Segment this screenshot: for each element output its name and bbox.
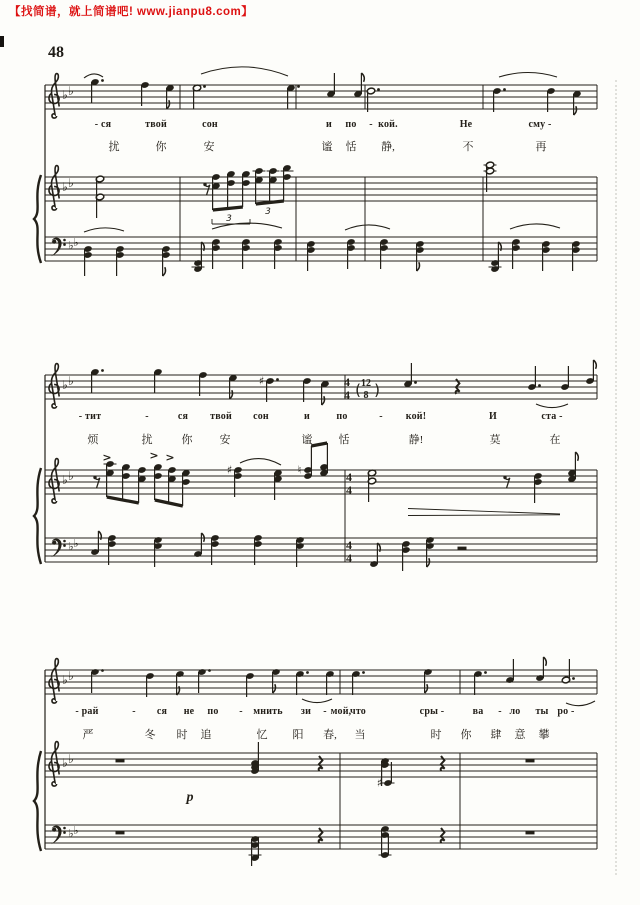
treble-clef-icon xyxy=(49,74,59,118)
piano-brace xyxy=(34,468,41,564)
notation-text: ♭ xyxy=(68,469,74,483)
notation-text: ♭ xyxy=(68,669,74,683)
notation-text: ♯ xyxy=(226,463,233,477)
lyric-syllable-zh: 安 xyxy=(203,141,215,153)
notation-text: ♭ xyxy=(68,374,74,388)
notation-text: ♭ xyxy=(62,473,68,487)
notation-text: ♭ xyxy=(62,378,68,392)
notation-text: > xyxy=(165,451,175,464)
notation-text: 4 xyxy=(344,388,350,402)
lyric-syllable-zh: 烦 xyxy=(87,434,99,446)
notation-text: > xyxy=(149,449,159,462)
notation-text: ♭ xyxy=(62,756,68,770)
lyric-syllable-zh: 意 xyxy=(514,729,526,741)
lyric-syllable-zh: 当 xyxy=(354,729,366,741)
treble-clef-icon xyxy=(49,742,59,786)
notation-text: ♭ xyxy=(68,827,74,840)
notation-text: p xyxy=(186,790,194,805)
lyric-syllable-zh: 恬 xyxy=(338,434,350,446)
piano-brace xyxy=(34,175,41,263)
lyric-syllable-ru: ро - xyxy=(557,706,575,717)
lyric-syllable-ru: и xyxy=(326,119,332,130)
lyric-syllable-ru: мнить xyxy=(253,706,283,717)
notation-text: ♭ xyxy=(68,752,74,766)
lyric-syllable-zh: 谧 xyxy=(321,141,333,153)
lyric-syllable-ru: - рай xyxy=(75,706,99,717)
notation-text: ♯ xyxy=(258,374,265,388)
lyric-syllable-ru: - xyxy=(323,706,327,717)
lyric-syllable-ru: сон xyxy=(253,411,269,422)
notation-text: ♭ xyxy=(68,540,74,553)
page-number: 48 xyxy=(48,44,64,61)
lyric-syllable-ru: - xyxy=(239,706,243,717)
lyric-syllable-zh: 你 xyxy=(460,729,472,741)
lyric-syllable-ru: по xyxy=(345,119,357,130)
lyric-syllable-zh: 恬 xyxy=(345,141,357,153)
notation-text: ♭ xyxy=(68,239,74,252)
lyric-syllable-ru: Не xyxy=(459,119,473,130)
lyric-syllable-ru: ста - xyxy=(541,411,563,422)
lyric-syllable-zh: 追 xyxy=(200,729,212,741)
lyric-syllable-zh: 冬 xyxy=(144,729,156,741)
lyric-syllable-ru: что xyxy=(349,706,367,717)
notation-text: 4 xyxy=(346,470,352,484)
lyric-syllable-ru: ло xyxy=(509,706,521,717)
notation-text: ♭ xyxy=(62,180,68,194)
lyric-syllable-ru: сон xyxy=(202,119,218,130)
lyric-syllable-zh: 静! xyxy=(408,434,424,446)
lyric-syllable-zh: 静, xyxy=(381,141,395,153)
lyric-syllable-zh: 忆 xyxy=(256,729,268,741)
notation-text: ♭ xyxy=(73,236,79,249)
notation-text: > xyxy=(102,451,112,464)
lyric-syllable-ru: кой! xyxy=(405,411,427,422)
lyric-syllable-ru: ся xyxy=(156,706,168,717)
lyric-syllable-ru: твой xyxy=(210,411,232,422)
notation-text: 4 xyxy=(346,551,352,565)
notation-text: ♮ xyxy=(297,463,302,477)
notation-text: ♭ xyxy=(62,673,68,687)
notation-text: ( xyxy=(355,381,361,399)
lyric-syllable-ru: сры - xyxy=(419,706,445,717)
lyric-syllable-ru: не xyxy=(183,706,195,717)
notation-text: ♯ xyxy=(376,776,383,790)
lyric-syllable-ru: И xyxy=(489,411,497,422)
lyric-syllable-ru: ты xyxy=(535,706,549,717)
lyric-syllable-ru: - xyxy=(498,706,502,717)
notation-text: ) xyxy=(374,381,380,399)
lyric-syllable-zh: 时 xyxy=(176,729,188,741)
lyric-syllable-ru: твой xyxy=(145,119,167,130)
lyric-syllable-ru: мой, xyxy=(330,706,352,717)
lyric-syllable-ru: кой. xyxy=(378,119,398,130)
lyric-syllable-zh: 攀 xyxy=(538,729,550,741)
notation-text: ♭ xyxy=(73,824,79,837)
lyric-syllable-ru: - тит xyxy=(78,411,102,422)
notation-text: 4 xyxy=(346,483,352,497)
lyric-syllable-ru: и xyxy=(304,411,310,422)
watermark-text: 【找简谱，就上简谱吧! www.jianpu8.com】 xyxy=(9,6,254,18)
lyric-syllable-ru: зи xyxy=(300,706,312,717)
lyric-syllable-zh: 你 xyxy=(181,434,193,446)
notation-text: 4 xyxy=(346,538,352,552)
lyric-syllable-zh: 扰 xyxy=(108,141,120,153)
lyric-syllable-zh: 不 xyxy=(462,141,474,153)
lyric-syllable-zh: 谧 xyxy=(301,434,313,446)
notation-text: ♭ xyxy=(73,537,79,550)
lyric-syllable-ru: сму - xyxy=(528,119,552,130)
lyric-syllable-ru: - xyxy=(369,119,373,130)
lyric-syllable-zh: 在 xyxy=(549,434,561,446)
lyric-syllable-ru: ва xyxy=(472,706,484,717)
treble-clef-icon xyxy=(49,364,59,408)
lyric-syllable-ru: - xyxy=(132,706,136,717)
lyric-syllable-zh: 再 xyxy=(535,141,547,153)
treble-clef-icon xyxy=(49,659,59,703)
lyric-syllable-ru: - xyxy=(379,411,383,422)
lyric-syllable-zh: 时 xyxy=(430,729,442,741)
lyric-syllable-ru: - ся xyxy=(94,119,112,130)
lyric-syllable-zh: 你 xyxy=(155,141,167,153)
piano-brace xyxy=(34,751,41,851)
notation-text: 12 xyxy=(361,378,371,389)
notation-text: ♭ xyxy=(62,88,68,102)
lyric-syllable-zh: 严 xyxy=(82,729,94,741)
notation-text: ♭ xyxy=(68,176,74,190)
lyric-syllable-zh: 阳 xyxy=(292,729,304,741)
notation-text: 3 xyxy=(226,214,232,224)
lyric-syllable-zh: 扰 xyxy=(141,434,153,446)
lyric-syllable-zh: 春, xyxy=(323,729,337,741)
treble-clef-icon xyxy=(49,459,59,503)
lyric-syllable-ru: по xyxy=(207,706,219,717)
notation-text: 4 xyxy=(344,375,350,389)
lyric-syllable-ru: по xyxy=(336,411,348,422)
treble-clef-icon xyxy=(49,166,59,210)
lyric-syllable-zh: 安 xyxy=(219,434,231,446)
lyric-syllable-ru: ся xyxy=(177,411,189,422)
lyric-syllable-zh: 肆 xyxy=(490,729,502,741)
lyric-syllable-zh: 莫 xyxy=(489,434,501,446)
notation-text: 8 xyxy=(363,390,369,401)
scan-artifact-line xyxy=(615,80,617,875)
notation-text: ♭ xyxy=(68,84,74,98)
notation-text: 3 xyxy=(265,207,271,217)
lyric-syllable-ru: - xyxy=(145,411,149,422)
